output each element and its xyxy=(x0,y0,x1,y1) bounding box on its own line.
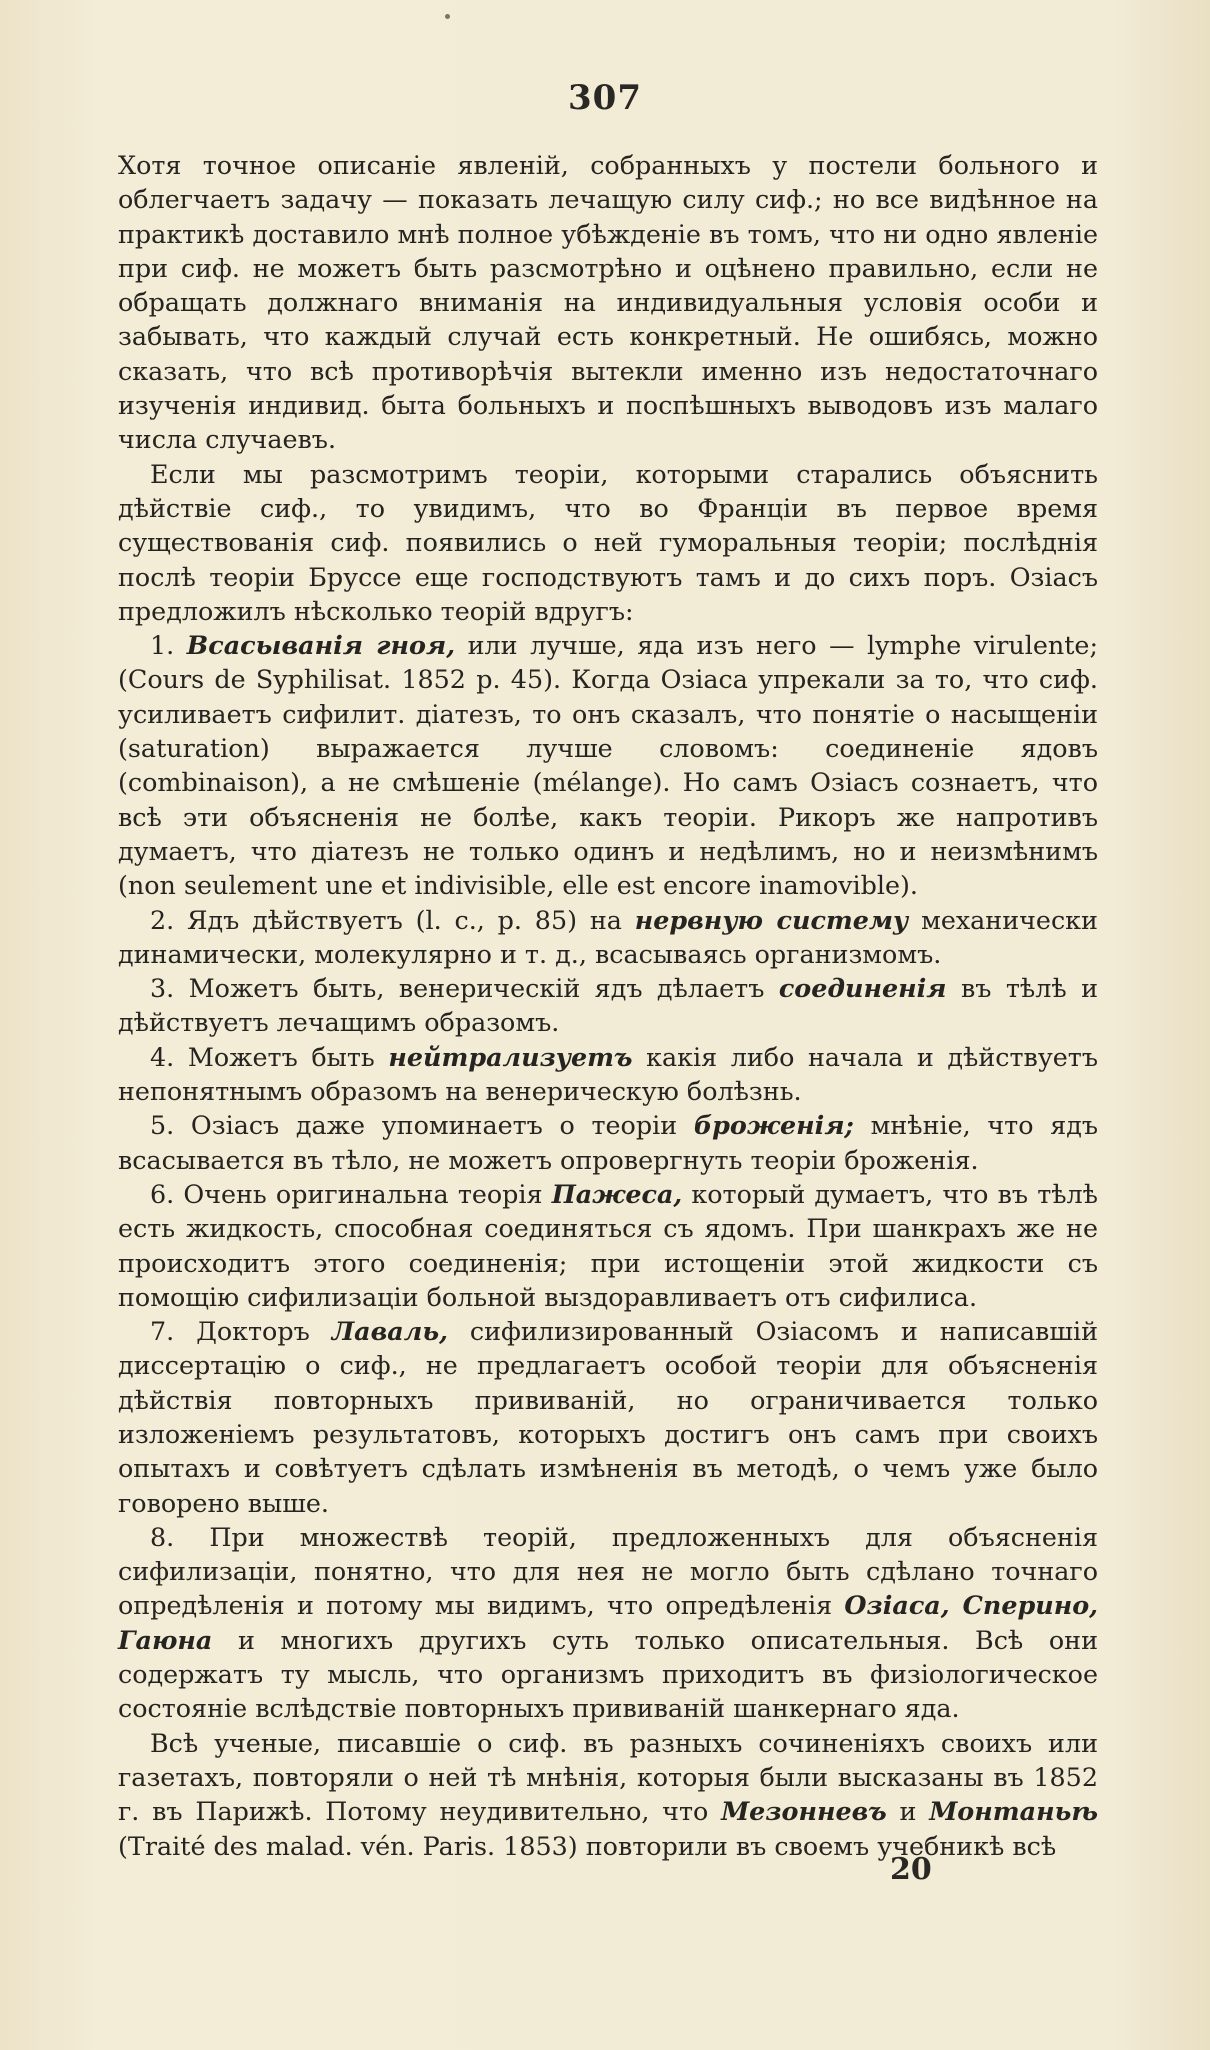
paragraph xyxy=(118,628,1098,902)
emphasis-text: нервную систему xyxy=(634,904,909,935)
text-run: 5. Озіасъ даже упоминаетъ о теоріи xyxy=(150,1110,694,1141)
text-run: 8. При множествѣ теорій, предложенныхъ для объясненія сифилизаціи, понятно, что для нея не могло быть сдѣлано точнаго опредѣленія и потому мы видимъ, что опредѣленія xyxy=(118,1521,1098,1621)
text-run: или лучше, яда изъ него — lymphe virulente; (Cours de Syphilisat. 1852 p. 45). Когда Озіаса упрекали за то, что сиф. усиливаетъ сифилит. діатезъ, то онъ сказалъ, что понятіе о насыщеніи (saturation) выражается лучше словомъ: соединеніе ядовъ (combinaison), а не смѣшеніе (mélange). Но самъ Озіасъ сознаетъ, что всѣ эти объясненія не болѣе, какъ теоріи. Рикоръ же напротивъ думаетъ, что діатезъ не только одинъ и недѣлимъ, но и неизмѣнимъ (non seulement une et indivisible, elle est encore inamovible). xyxy=(118,630,1099,901)
text-run: мнѣніе, что ядъ всасывается въ тѣло, не можетъ опровергнуть теоріи броженія. xyxy=(118,1110,1099,1175)
emphasis-text: нейтрализуетъ xyxy=(388,1041,633,1072)
emphasis-text: соединенія xyxy=(778,973,947,1004)
paragraph xyxy=(118,1520,1098,1726)
emphasis-text: Монтаньѣ xyxy=(929,1796,1098,1827)
text-run: Всѣ ученые, писавшіе о сиф. въ разныхъ сочиненіяхъ своихъ или газетахъ, повторяли о ней тѣ мнѣнія, которыя были высказаны въ 1852 г. въ Парижѣ. Потому неудивительно, что xyxy=(118,1727,1098,1827)
text-run: механически динамически, молекулярно и т. д., всасываясь организмомъ. xyxy=(118,904,1098,969)
signature-mark: 20 xyxy=(890,1852,932,1887)
text-run: 3. Можетъ быть, венерическій ядъ дѣлаетъ xyxy=(150,973,779,1004)
text-run: (Traité des malad. vén. Paris. 1853) повторили въ своемъ учебникѣ всѣ xyxy=(118,1830,1057,1861)
text-run: сифилизированный Озіасомъ и написавшій диссертацію о сиф., не предлагаетъ особой теоріи для объясненія дѣйствія повторныхъ прививаній, но ограничивается только изложеніемъ результатовъ, которыхъ достигъ онъ самъ при своихъ опытахъ и совѣтуетъ сдѣлать измѣненія въ методѣ, о чемъ уже было говорено выше. xyxy=(118,1316,1099,1518)
text-run: 7. Докторъ xyxy=(150,1316,332,1347)
text-run: 2. Ядъ дѣйствуетъ (l. c., p. 85) на xyxy=(150,904,635,935)
paragraph xyxy=(118,1726,1098,1863)
text-run: Хотя точное описаніе явленій, собранныхъ у постели больного и облегчаетъ задачу — показать лечащую силу сиф.; но все видѣнное на практикѣ доставило мнѣ полное убѣжденіе въ томъ, что ни одно явленіе при сиф. не можетъ быть разсмотрѣно и оцѣнено правильно, если не обращать должнаго вниманія на индивидуальныя условія особи и забывать, что каждый случай есть конкретный. Не ошибясь, можно сказать, что всѣ противорѣчія вытекли именно изъ недостаточнаго изученія индивид. быта больныхъ и поспѣшныхъ выводовъ изъ малаго числа случаевъ. xyxy=(118,150,1098,455)
emphasis-text: Лаваль, xyxy=(331,1316,448,1347)
emphasis-text: Пажеса, xyxy=(551,1178,683,1209)
page-number: 307 xyxy=(568,78,642,118)
paragraph xyxy=(118,971,1098,1040)
text-run: 6. Очень оригинальна теорія xyxy=(150,1178,552,1209)
paragraph xyxy=(118,457,1098,628)
paragraph xyxy=(118,903,1098,972)
paragraph xyxy=(118,1177,1098,1314)
body-text xyxy=(118,148,1098,1863)
text-run: и многихъ другихъ суть только описательныя. Всѣ они содержатъ ту мысль, что организмъ приходитъ въ физіологическое состояніе вслѣдствіе повторныхъ прививаній шанкернаго яда. xyxy=(118,1624,1098,1724)
text-run: и xyxy=(886,1796,930,1827)
paragraph xyxy=(118,148,1098,457)
text-run: Если мы разсмотримъ теоріи, которыми старались объяснить дѣйствіе сиф., то увидимъ, что во Франціи въ первое время существованія сиф. появились о ней гуморальныя теоріи; послѣднія послѣ теоріи Бруссе еще господствуютъ тамъ и до сихъ поръ. Озіасъ предложилъ нѣсколько теорій вдругъ: xyxy=(118,458,1098,626)
ink-speck xyxy=(445,14,450,19)
paragraph xyxy=(118,1108,1098,1177)
text-run: который думаетъ, что въ тѣлѣ есть жидкость, способная соединяться съ ядомъ. При шанкрахъ же не происходитъ этого соединенія; при истощеніи этой жидкости съ помощію сифилизаціи больной выздоравливаетъ отъ сифилиса. xyxy=(118,1178,1098,1312)
text-run: въ тѣлѣ и дѣйствуетъ лечащимъ образомъ. xyxy=(118,973,1099,1038)
emphasis-text: Озіаса, Сперино, Гаюна xyxy=(118,1590,1098,1655)
paragraph xyxy=(118,1040,1098,1109)
paragraph xyxy=(118,1314,1098,1520)
emphasis-text: Мезонневъ xyxy=(721,1796,887,1827)
emphasis-text: броженія; xyxy=(693,1110,854,1141)
text-run: какія либо начала и дѣйствуетъ непонятнымъ образомъ на венерическую болѣзнь. xyxy=(118,1041,1098,1107)
text-run: 4. Можетъ быть xyxy=(150,1041,389,1072)
text-run: 1. xyxy=(150,630,187,661)
emphasis-text: Всасыванія гноя, xyxy=(186,630,456,661)
